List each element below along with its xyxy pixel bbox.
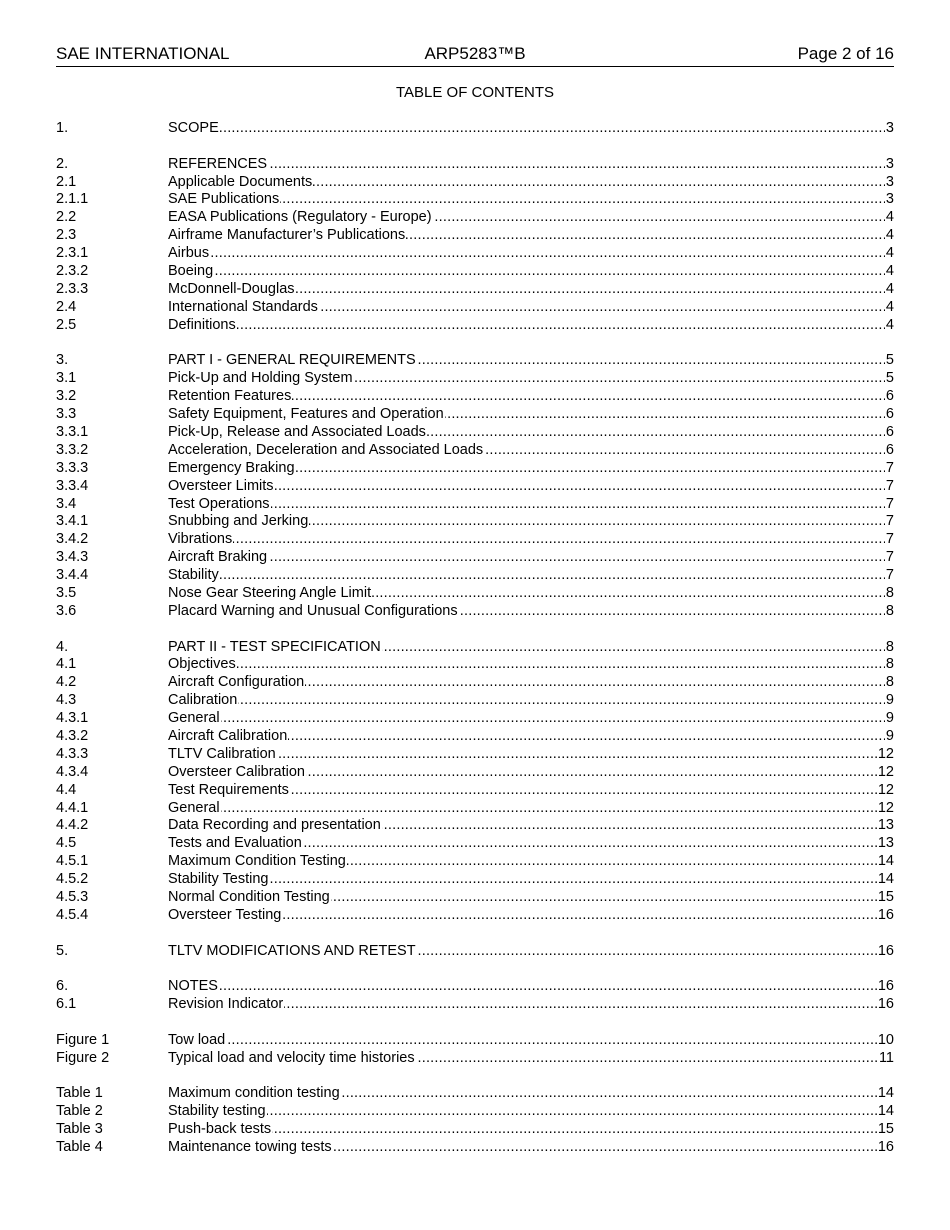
- toc-entry[interactable]: [56, 120, 894, 138]
- toc-entry-number: 3.: [56, 352, 69, 369]
- toc-entry-number: 4.2: [56, 674, 77, 691]
- toc-entry-page: 13: [877, 817, 894, 834]
- toc-entry-number: 3.3.4: [56, 477, 89, 494]
- toc-entry-page: 7: [885, 531, 894, 548]
- toc-entry-page: 16: [877, 996, 894, 1013]
- toc-entry-title: Safety Equipment, Features and Operation: [168, 406, 444, 423]
- toc-entry-number: 2.: [56, 155, 69, 172]
- toc-entry[interactable]: [56, 209, 894, 227]
- toc-entry-title: TLTV Calibration: [168, 745, 276, 762]
- toc-entry-number: 2.5: [56, 316, 77, 333]
- toc-entry-number: 3.4.1: [56, 513, 89, 530]
- toc-entry-line: [168, 710, 894, 728]
- toc-entry-line: [168, 656, 894, 674]
- toc-entry-number: 3.6: [56, 602, 77, 619]
- toc-entry-title: Pick-Up, Release and Associated Loads: [168, 423, 426, 440]
- toc-entry-page: 3: [885, 191, 894, 208]
- toc-entry-number: Figure 2: [56, 1049, 110, 1066]
- toc-entry[interactable]: [56, 567, 894, 585]
- toc-entry-line: [168, 1032, 894, 1050]
- toc-entry[interactable]: [56, 978, 894, 996]
- toc-entry-title: Maintenance towing tests: [168, 1139, 332, 1156]
- toc-entry-line: [168, 1050, 894, 1068]
- toc-entry-title: Data Recording and presentation: [168, 817, 381, 834]
- toc-entry-title: Objectives: [168, 656, 236, 673]
- toc-entry-page: 9: [885, 692, 894, 709]
- toc-entry-line: [168, 835, 894, 853]
- toc-entry-line: [168, 496, 894, 514]
- toc-entry-number: 4.3: [56, 692, 77, 709]
- toc-entry-number: 3.4.2: [56, 531, 89, 548]
- toc-entry-line: [168, 567, 894, 585]
- toc-entry-page: 4: [885, 263, 894, 280]
- toc-entry-page: 14: [877, 1085, 894, 1102]
- toc-entry-line: [168, 281, 894, 299]
- toc-entry-line: [168, 603, 894, 621]
- toc-entry-title: Applicable Documents: [168, 173, 313, 190]
- toc-entry-line: [168, 245, 894, 263]
- toc-entry-number: Table 3: [56, 1121, 103, 1138]
- toc-entry-number: 3.3.2: [56, 441, 89, 458]
- toc-entry-number: 3.4.3: [56, 549, 89, 566]
- dot-leader: [168, 871, 894, 889]
- toc-entry-title: Airframe Manufacturer’s Publications: [168, 227, 406, 244]
- toc-entry-page: 7: [885, 495, 894, 512]
- toc-entry-line: [168, 746, 894, 764]
- toc-entry-title: International Standards: [168, 298, 318, 315]
- toc-entry-number: 3.4.4: [56, 567, 89, 584]
- toc-entry[interactable]: [56, 317, 894, 335]
- toc-entry-title: Emergency Braking: [168, 459, 295, 476]
- toc-entry-number: 4.4.2: [56, 817, 89, 834]
- toc-entry-page: 4: [885, 245, 894, 262]
- toc-entry-number: 4.3.2: [56, 728, 89, 744]
- toc-entry-line: [168, 209, 894, 227]
- toc-entry-title: Aircraft Braking: [168, 549, 268, 566]
- toc-entry[interactable]: [56, 639, 894, 657]
- toc-entry-line: [168, 531, 894, 549]
- toc-entry[interactable]: [56, 496, 894, 514]
- toc-entry-page: 12: [877, 763, 894, 780]
- toc-entry-page: 5: [885, 352, 894, 369]
- toc-entry[interactable]: [56, 549, 894, 567]
- toc-entry[interactable]: [56, 1121, 894, 1139]
- toc-entry-title: NOTES: [168, 978, 218, 995]
- toc-entry-line: [168, 442, 894, 460]
- toc-entry-title: Normal Condition Testing: [168, 889, 330, 906]
- toc-entry-number: 3.5: [56, 584, 77, 601]
- toc-entry[interactable]: [56, 943, 894, 961]
- toc-entry-title: Oversteer Limits: [168, 477, 274, 494]
- toc-entry[interactable]: [56, 692, 894, 710]
- toc-entry-page: 14: [877, 1103, 894, 1120]
- toc-entry-page: 4: [885, 298, 894, 315]
- toc-entry-number: 3.1: [56, 370, 77, 387]
- toc-entry-line: [168, 817, 894, 835]
- organization-name: SAE INTERNATIONAL: [56, 44, 230, 63]
- toc-entry-line: [168, 728, 894, 746]
- toc-entry-title: Oversteer Calibration: [168, 763, 305, 780]
- toc-entry[interactable]: [56, 656, 894, 674]
- toc-entry-number: 4.5.4: [56, 906, 89, 923]
- toc-entry-number: 2.2: [56, 209, 77, 226]
- dot-leader: [168, 317, 894, 335]
- toc-entry-page: 8: [885, 674, 894, 691]
- toc-entry[interactable]: [56, 406, 894, 424]
- toc-entry-page: 15: [877, 889, 894, 906]
- toc-entry-title: Retention Features: [168, 388, 292, 405]
- toc-entry-number: Table 2: [56, 1103, 103, 1120]
- toc-entry[interactable]: [56, 996, 894, 1014]
- toc-entry-number: 3.2: [56, 388, 77, 405]
- dot-leader: [168, 1032, 894, 1050]
- toc-entry-title: Vibrations: [168, 531, 233, 548]
- page-header: [56, 44, 894, 67]
- dot-leader: [168, 1103, 894, 1121]
- toc-entry-number: 4.1: [56, 656, 77, 673]
- toc-entry-title: REFERENCES: [168, 155, 268, 172]
- toc-entry-title: Aircraft Configuration: [168, 674, 305, 691]
- toc-entry-number: 2.1.1: [56, 191, 89, 208]
- dot-leader: [168, 245, 894, 263]
- toc-entry-page: 12: [877, 745, 894, 762]
- toc-entry[interactable]: [56, 1050, 894, 1068]
- dot-leader: [168, 263, 894, 281]
- toc-entry-number: 2.1: [56, 173, 77, 190]
- toc-entry-number: 4.4: [56, 781, 77, 798]
- toc-entry-page: 16: [877, 1139, 894, 1156]
- toc-entry[interactable]: [56, 800, 894, 818]
- toc-entry-number: 2.4: [56, 298, 77, 315]
- toc-entry-number: 2.3.3: [56, 280, 89, 297]
- toc-entry[interactable]: [56, 245, 894, 263]
- toc-entry-number: 3.3.1: [56, 423, 89, 440]
- toc-entry-line: [168, 478, 894, 496]
- toc-entry-page: 3: [885, 120, 894, 136]
- toc-entry-title: EASA Publications (Regulatory - Europe): [168, 209, 432, 226]
- toc-entry-title: Snubbing and Jerking: [168, 513, 309, 530]
- toc-entry[interactable]: [56, 1032, 894, 1050]
- toc-entry-page: 16: [877, 942, 894, 959]
- toc-entry-line: [168, 1085, 894, 1103]
- toc-entry-line: [168, 174, 894, 192]
- toc-entry[interactable]: [56, 1139, 894, 1157]
- toc-entry-page: 16: [877, 906, 894, 923]
- toc-entry-page: 3: [885, 173, 894, 190]
- toc-entry-number: 4.5.1: [56, 853, 89, 870]
- toc-entry-page: 7: [885, 477, 894, 494]
- toc-entry-page: 6: [885, 441, 894, 458]
- toc-entry-number: 4.3.4: [56, 763, 89, 780]
- toc-entry-line: [168, 585, 894, 603]
- toc-entry-page: 4: [885, 280, 894, 297]
- toc-entry-title: SAE Publications: [168, 191, 280, 208]
- toc-entry-page: 7: [885, 459, 894, 476]
- toc-entry-title: Acceleration, Deceleration and Associated Loads: [168, 441, 484, 458]
- toc-entry-line: [168, 639, 894, 657]
- toc-entry-number: 4.4.1: [56, 799, 89, 816]
- toc-entry-title: General: [168, 710, 220, 727]
- toc-entry-line: [168, 120, 894, 138]
- dot-leader: [168, 549, 894, 567]
- toc-entry[interactable]: [56, 531, 894, 549]
- toc-entry-number: 4.3.3: [56, 745, 89, 762]
- toc-entry-line: [168, 370, 894, 388]
- toc-entry[interactable]: [56, 853, 894, 871]
- toc-entry[interactable]: [56, 299, 894, 317]
- toc-entry-number: 3.3: [56, 406, 77, 423]
- toc-entry-page: 3: [885, 155, 894, 172]
- toc-entry-line: [168, 388, 894, 406]
- toc-entry-line: [168, 263, 894, 281]
- toc-entry[interactable]: [56, 764, 894, 782]
- toc-entry-line: [168, 317, 894, 335]
- dot-leader: [168, 120, 894, 138]
- toc-entry-page: 7: [885, 513, 894, 530]
- toc-entry-title: Test Operations: [168, 495, 270, 512]
- toc-entry[interactable]: [56, 227, 894, 245]
- toc-entry-line: [168, 764, 894, 782]
- toc-entry-title: Maximum Condition Testing: [168, 853, 346, 870]
- dot-leader: [168, 978, 894, 996]
- toc-entry[interactable]: [56, 710, 894, 728]
- toc-entry[interactable]: [56, 907, 894, 925]
- page-indicator: Page 2 of 16: [797, 44, 894, 63]
- toc-entry-title: Stability Testing: [168, 871, 269, 888]
- toc-entry-line: [168, 191, 894, 209]
- toc-entry-line: [168, 352, 894, 370]
- table-of-contents: [56, 120, 894, 1157]
- toc-entry-number: 2.3.2: [56, 263, 89, 280]
- toc-entry-line: [168, 853, 894, 871]
- toc-entry-number: 4.: [56, 638, 69, 655]
- toc-entry-line: [168, 871, 894, 889]
- toc-entry[interactable]: [56, 352, 894, 370]
- toc-entry-number: 4.5: [56, 835, 77, 852]
- toc-entry[interactable]: [56, 782, 894, 800]
- toc-entry-line: [168, 513, 894, 531]
- toc-entry-page: 10: [877, 1031, 894, 1048]
- toc-entry-number: 5.: [56, 942, 69, 959]
- dot-leader: [168, 567, 894, 585]
- toc-entry-number: 2.3: [56, 227, 77, 244]
- toc-entry[interactable]: [56, 156, 894, 174]
- toc-entry[interactable]: [56, 603, 894, 621]
- toc-entry-title: McDonnell-Douglas: [168, 280, 295, 297]
- toc-entry-page: 8: [885, 638, 894, 655]
- toc-entry-line: [168, 549, 894, 567]
- toc-entry-page: 8: [885, 584, 894, 601]
- toc-entry[interactable]: [56, 424, 894, 442]
- toc-entry-page: 16: [877, 978, 894, 995]
- toc-entry-page: 11: [878, 1049, 894, 1066]
- toc-entry-line: [168, 299, 894, 317]
- dot-leader: [168, 156, 894, 174]
- toc-entry-page: 14: [877, 853, 894, 870]
- toc-entry-line: [168, 782, 894, 800]
- toc-entry-number: Figure 1: [56, 1031, 110, 1048]
- toc-entry-line: [168, 996, 894, 1014]
- toc-entry[interactable]: [56, 728, 894, 746]
- toc-entry[interactable]: [56, 281, 894, 299]
- toc-entry-title: PART I - GENERAL REQUIREMENTS: [168, 352, 416, 369]
- toc-entry[interactable]: [56, 674, 894, 692]
- dot-leader: [168, 692, 894, 710]
- toc-entry-title: Typical load and velocity time histories: [168, 1049, 415, 1066]
- toc-entry[interactable]: [56, 442, 894, 460]
- toc-entry-line: [168, 424, 894, 442]
- toc-entry-page: 15: [877, 1121, 894, 1138]
- toc-entry-title: Definitions: [168, 316, 236, 333]
- toc-entry-title: Nose Gear Steering Angle Limit: [168, 584, 372, 601]
- dot-leader: [168, 800, 894, 818]
- toc-entry-page: 5: [885, 370, 894, 387]
- toc-entry-title: SCOPE: [168, 120, 219, 136]
- toc-entry[interactable]: [56, 1103, 894, 1121]
- toc-entry[interactable]: [56, 889, 894, 907]
- toc-entry-page: 4: [885, 227, 894, 244]
- toc-entry-page: 6: [885, 388, 894, 405]
- toc-entry-title: Pick-Up and Holding System: [168, 370, 353, 387]
- toc-entry-page: 12: [877, 781, 894, 798]
- document-number: ARP5283™B: [424, 44, 526, 63]
- toc-entry[interactable]: [56, 871, 894, 889]
- dot-leader: [168, 496, 894, 514]
- toc-entry-page: 14: [877, 871, 894, 888]
- dot-leader: [168, 656, 894, 674]
- toc-entry-page: 9: [885, 728, 894, 744]
- toc-entry-page: 7: [885, 567, 894, 584]
- toc-entry-line: [168, 978, 894, 996]
- toc-entry[interactable]: [56, 388, 894, 406]
- toc-heading: TABLE OF CONTENTS: [395, 84, 555, 101]
- toc-entry-title: Oversteer Testing: [168, 906, 282, 923]
- toc-entry-number: 4.5.2: [56, 871, 89, 888]
- toc-entry-number: 3.3.3: [56, 459, 89, 476]
- toc-entry-page: 9: [885, 710, 894, 727]
- toc-entry-number: 4.3.1: [56, 710, 89, 727]
- toc-entry-line: [168, 907, 894, 925]
- toc-entry-page: 8: [885, 602, 894, 619]
- dot-leader: [168, 1121, 894, 1139]
- toc-entry-title: Push-back tests: [168, 1121, 272, 1138]
- toc-entry[interactable]: [56, 174, 894, 192]
- toc-entry-title: Tests and Evaluation: [168, 835, 302, 852]
- toc-entry-page: 6: [885, 423, 894, 440]
- toc-entry-line: [168, 1121, 894, 1139]
- dot-leader: [168, 710, 894, 728]
- toc-entry-line: [168, 674, 894, 692]
- toc-entry-number: 6.1: [56, 996, 77, 1013]
- toc-entry-title: Stability: [168, 567, 219, 584]
- toc-entry-line: [168, 460, 894, 478]
- toc-entry-page: 12: [877, 799, 894, 816]
- toc-entry-line: [168, 1139, 894, 1157]
- toc-entry[interactable]: [56, 835, 894, 853]
- toc-entry-number: 4.5.3: [56, 889, 89, 906]
- toc-entry-title: Maximum condition testing: [168, 1085, 340, 1102]
- toc-entry[interactable]: [56, 817, 894, 835]
- toc-entry[interactable]: [56, 513, 894, 531]
- toc-entry[interactable]: [56, 746, 894, 764]
- toc-entry[interactable]: [56, 263, 894, 281]
- dot-leader: [168, 478, 894, 496]
- toc-entry-title: Placard Warning and Unusual Configurations: [168, 602, 458, 619]
- toc-entry-page: 4: [885, 316, 894, 333]
- toc-entry-line: [168, 943, 894, 961]
- toc-entry-page: 13: [877, 835, 894, 852]
- toc-entry-page: 8: [885, 656, 894, 673]
- toc-entry-line: [168, 406, 894, 424]
- toc-entry-number: Table 4: [56, 1139, 103, 1156]
- toc-entry-page: 4: [885, 209, 894, 226]
- toc-entry-number: 3.4: [56, 495, 77, 512]
- toc-entry[interactable]: [56, 460, 894, 478]
- toc-entry-number: Table 1: [56, 1085, 103, 1102]
- toc-entry-number: 6.: [56, 978, 69, 995]
- toc-entry-title: Stability testing: [168, 1103, 266, 1120]
- toc-entry-line: [168, 227, 894, 245]
- toc-entry[interactable]: [56, 370, 894, 388]
- toc-entry-line: [168, 1103, 894, 1121]
- toc-entry[interactable]: [56, 191, 894, 209]
- toc-entry[interactable]: [56, 585, 894, 603]
- toc-entry-line: [168, 156, 894, 174]
- toc-entry-number: 1.: [56, 120, 69, 136]
- toc-entry-line: [168, 800, 894, 818]
- toc-entry-title: Aircraft Calibration: [168, 728, 288, 744]
- toc-entry-number: 2.3.1: [56, 245, 89, 262]
- toc-entry-page: 7: [885, 549, 894, 566]
- toc-entry-title: Tow load: [168, 1031, 226, 1048]
- toc-entry-title: Revision Indicator: [168, 996, 284, 1013]
- toc-entry-page: 6: [885, 406, 894, 423]
- toc-entry-title: General: [168, 799, 220, 816]
- toc-entry-line: [168, 692, 894, 710]
- toc-entry-title: Boeing: [168, 263, 214, 280]
- dot-leader: [168, 531, 894, 549]
- toc-entry[interactable]: [56, 1085, 894, 1103]
- toc-entry-title: TLTV MODIFICATIONS AND RETEST: [168, 942, 416, 959]
- toc-entry-title: Airbus: [168, 245, 210, 262]
- toc-entry-title: Calibration: [168, 692, 238, 709]
- toc-entry-line: [168, 889, 894, 907]
- toc-entry-title: PART II - TEST SPECIFICATION: [168, 638, 381, 655]
- toc-entry-title: Test Requirements: [168, 781, 289, 798]
- toc-entry[interactable]: [56, 478, 894, 496]
